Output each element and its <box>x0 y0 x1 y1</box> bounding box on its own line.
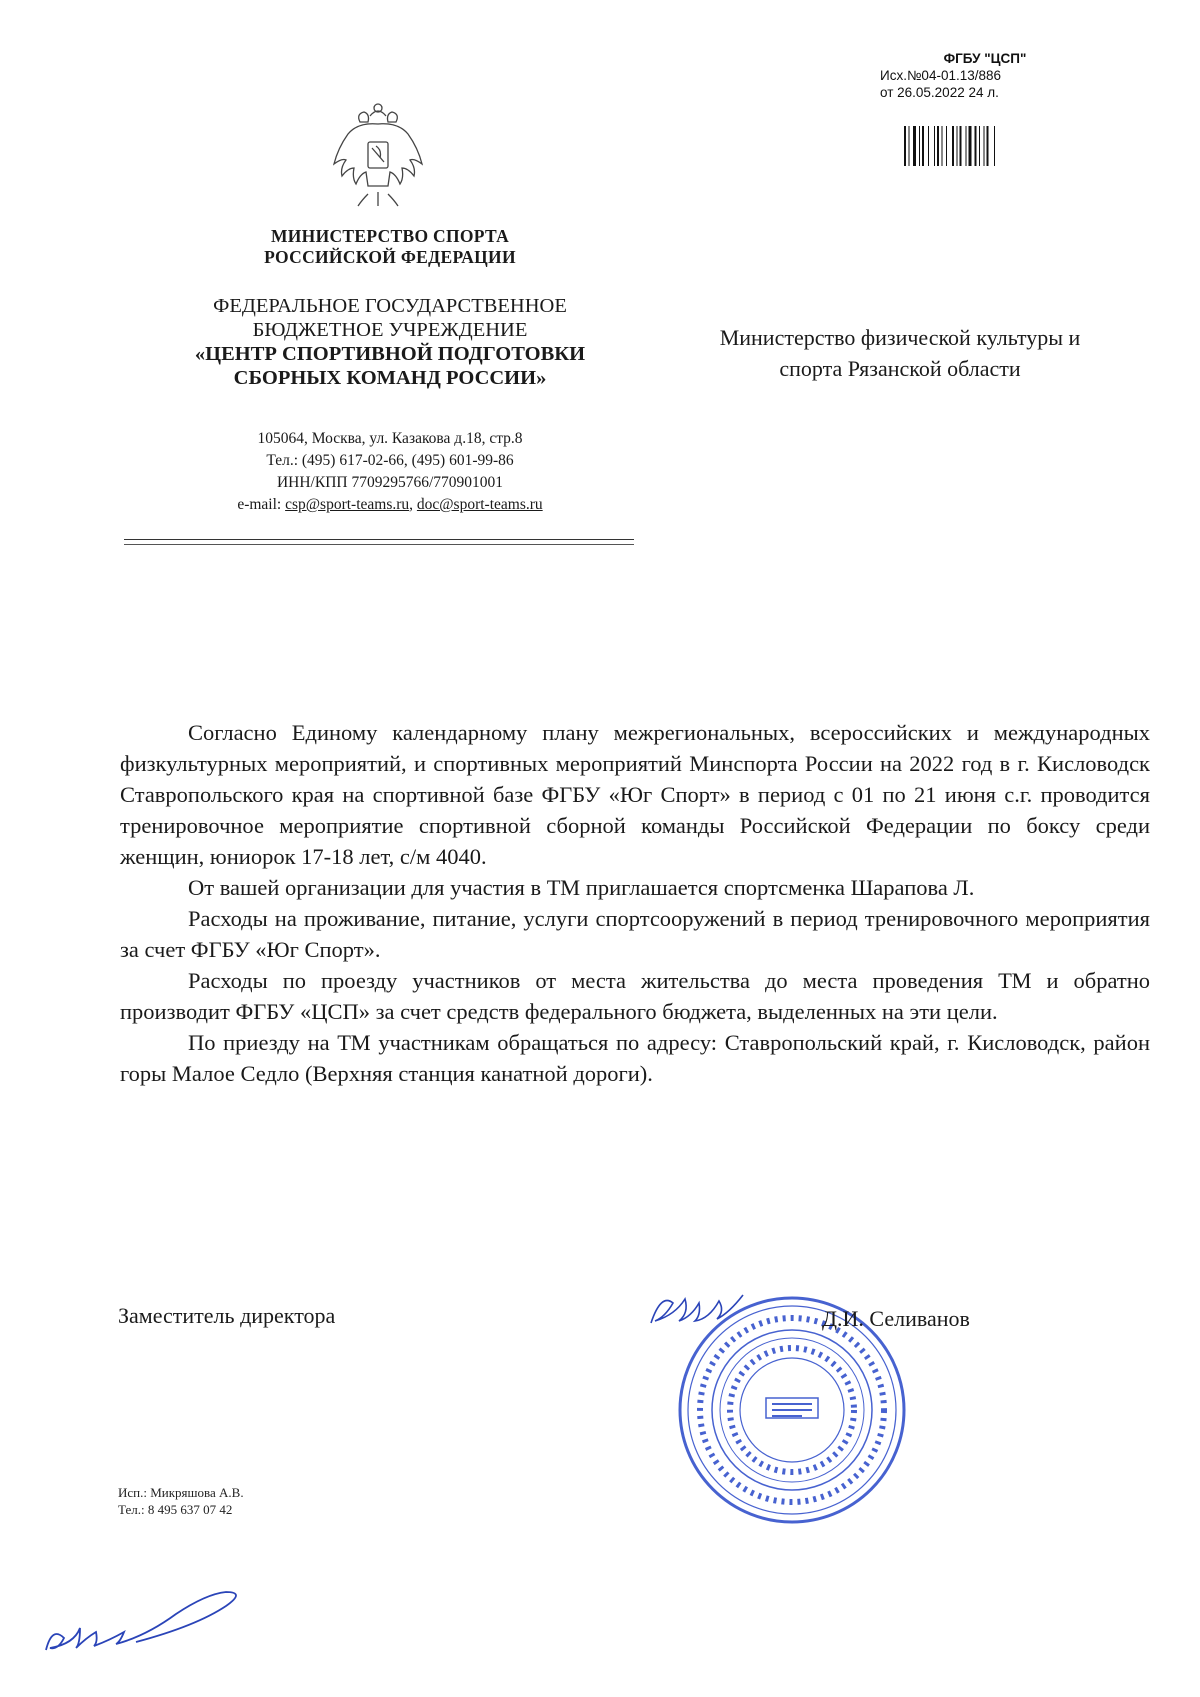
barcode-bar <box>937 126 939 166</box>
postal-address: 105064, Москва, ул. Казакова д.18, стр.8 <box>257 430 523 447</box>
executor-phone: Тел.: 8 495 637 07 42 <box>118 1502 233 1517</box>
handwritten-signature <box>645 1283 765 1343</box>
institution-line-2: БЮДЖЕТНОЕ УЧРЕЖДЕНИЕ <box>252 319 528 341</box>
letterhead-divider <box>124 539 634 540</box>
phone-numbers: Тел.: (495) 617-02-66, (495) 601-99-86 <box>266 452 514 469</box>
outgoing-date: от 26.05.2022 24 л. <box>880 85 999 100</box>
barcode-bar <box>904 126 906 166</box>
barcode-bar <box>946 126 947 166</box>
barcode-bar <box>922 126 924 166</box>
body-paragraph: Согласно Единому календарному плану межрегиональных, всероссийских и международных физкультурных мероприятий, и спортивных мероприятий Минспорта России на 2022 год в г. Кисловодск Ставропольского края на спортивной базе ФГБУ «Юг Спорт» в период с 01 по 21 июня с.г. проводится тренировочное мероприятие спортивной сборной команды Российской Федерации по боксу среди женщин, юниорок 17-18 лет, с/м 4040. <box>120 720 1150 869</box>
registration-stamp <box>880 50 1080 101</box>
signatory-name: Д.И. Селиванов <box>822 1306 970 1331</box>
ministry-line-2: РОССИЙСКОЙ ФЕДЕРАЦИИ <box>264 247 516 267</box>
ministry-line-1: МИНИСТЕРСТВО СПОРТА <box>270 226 510 246</box>
barcode-bar <box>966 126 967 166</box>
institution-line-1: ФЕДЕРАЛЬНОЕ ГОСУДАРСТВЕННОЕ <box>213 295 567 317</box>
body-paragraph: От вашей организации для участия в ТМ приглашается спортсменка Шарапова Л. <box>188 875 975 900</box>
barcode-bar <box>979 126 980 166</box>
institution-line-3: «ЦЕНТР СПОРТИВНОЙ ПОДГОТОВКИ <box>194 343 586 365</box>
barcode-bar <box>934 126 935 166</box>
email-link-doc[interactable]: doc@sport-teams.ru <box>416 496 543 513</box>
recipient-line-1: Министерство физической культуры и <box>719 325 1081 350</box>
recipient <box>660 322 1140 384</box>
executor-info <box>118 1484 244 1518</box>
inn-kpp: ИНН/КПП 7709295766/770901001 <box>276 474 504 491</box>
outgoing-number: Исх.№04-01.13/886 <box>880 68 1002 83</box>
body-paragraph: Расходы на проживание, питание, услуги спортсооружений в период тренировочного мероприятия за счет ФГБУ «Юг Спорт». <box>120 906 1150 962</box>
barcode-bar <box>928 126 929 166</box>
barcode-bar <box>975 126 977 166</box>
barcode-bar <box>969 126 972 166</box>
handwritten-initials <box>40 1582 280 1662</box>
signatory-title: Заместитель директора <box>118 1303 336 1328</box>
email-link-csp[interactable]: csp@sport-teams.ru <box>285 496 410 513</box>
barcode-bar <box>984 126 985 166</box>
barcode-bar <box>987 126 989 166</box>
barcode-bar <box>960 126 962 166</box>
barcode-bar <box>952 126 954 166</box>
executor-name: Исп.: Микряшова А.В. <box>118 1485 244 1500</box>
email-line <box>120 494 660 516</box>
barcode-bar <box>942 126 943 166</box>
email-separator: , <box>409 496 417 513</box>
institution-contacts <box>120 428 660 516</box>
ministry-name <box>120 226 660 268</box>
institution-line-4: СБОРНЫХ КОМАНД РОССИИ» <box>233 367 547 389</box>
barcode-bar <box>994 126 995 166</box>
letterhead-divider-thin <box>124 544 634 545</box>
barcode-bar <box>919 126 920 166</box>
body-paragraph: Расходы по проезду участников от места жительства до места проведения ТМ и обратно производит ФГБУ «ЦСП» за счет средств федерального бюджета, выделенных на эти цели. <box>120 968 1150 1024</box>
barcode-bar <box>909 126 910 166</box>
email-label: e-mail: <box>237 496 286 513</box>
letter-body <box>120 717 1150 1089</box>
body-paragraph: По приезду на ТМ участникам обращаться по адресу: Ставропольский край, г. Кисловодск, район горы Малое Седло (Верхняя станция канатной дороги). <box>120 1030 1150 1086</box>
institution-name <box>120 294 660 390</box>
coat-of-arms-emblem <box>330 102 426 210</box>
registration-org: ФГБУ "ЦСП" <box>943 51 1027 66</box>
barcode <box>904 126 1046 166</box>
barcode-bar <box>913 126 916 166</box>
barcode-bar <box>957 126 958 166</box>
recipient-line-2: спорта Рязанской области <box>779 356 1021 381</box>
